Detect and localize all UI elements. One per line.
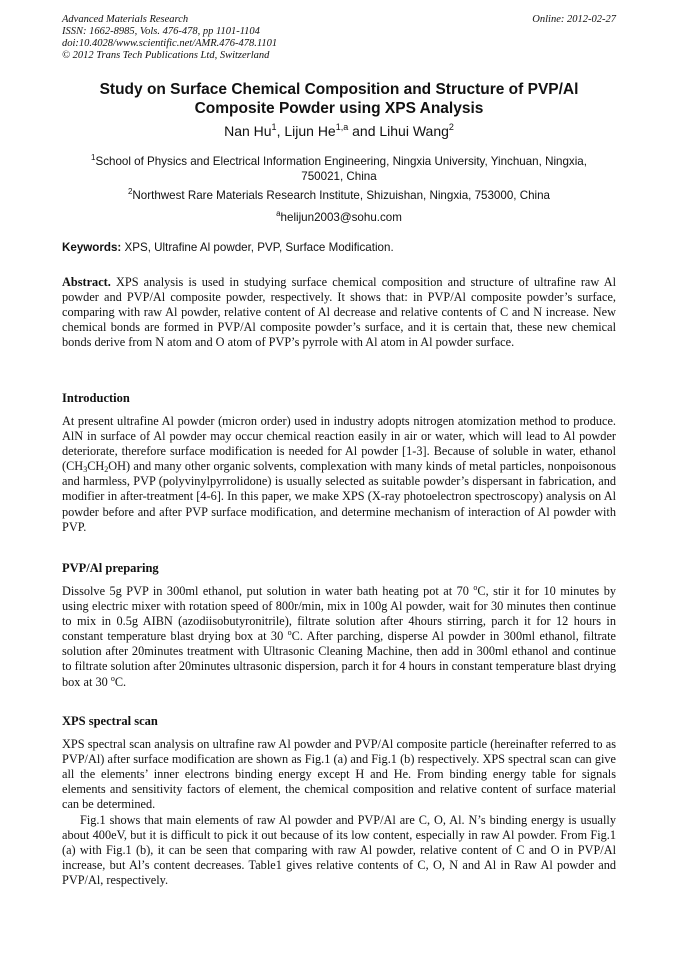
- prep-heading: PVP/Al preparing: [62, 561, 159, 575]
- prep-text-2: C, stir it for 10 minutes by using electric mixer with rotation speed of 800r/min, mix in 100g Al powder, wait for 30 minutes then continue to mix in 0.5g AIBN (azodiisobutyronitrile), filtrate solution after 4hours stirring, parch it for 12 hours in constant temperature blast drying box at 30: [62, 584, 616, 644]
- author-1-sup: 1: [271, 122, 277, 132]
- affiliation-1-sup: 1: [91, 153, 96, 162]
- copyright-line: © 2012 Trans Tech Publications Ltd, Switzerland: [62, 50, 270, 61]
- prep-text-1: Dissolve 5g PVP in 300ml ethanol, put solution in water bath heating pot at 70: [62, 584, 474, 598]
- issn-line: ISSN: 1662-8985, Vols. 476-478, pp 1101-1104: [62, 26, 260, 37]
- abstract: [62, 275, 616, 350]
- author-1: Nan Hu: [224, 123, 272, 139]
- abstract-text: XPS analysis is used in studying surface chemical composition and structure of ultrafine raw Al powder and PVP/Al composite powder, respectively. It shows that: in PVP/Al composite powder’s surface, comparing with raw Al powder, relative content of Al decrease and relative contents of C and N increase. New chemical bonds are formed in PVP/Al composite powder’s surface, and it is certain that, these new chemical bonds derive from N atom and O atom of PVP’s pyrrole with Al atom in Al powder surface.: [62, 275, 616, 350]
- author-sep-1: ,: [276, 123, 285, 139]
- xps-heading: XPS spectral scan: [62, 714, 158, 728]
- abstract-label: Abstract.: [62, 275, 111, 289]
- affiliation-1-line-2: 750021, China: [301, 170, 377, 183]
- doi-line: doi:10.4028/www.scientific.net/AMR.476-478.1101: [62, 38, 278, 49]
- degree-mark-3: o: [110, 673, 115, 683]
- affiliation-1: [62, 150, 616, 184]
- email-text: helijun2003@sohu.com: [280, 211, 402, 224]
- affiliation-2-sup: 2: [127, 187, 133, 196]
- affiliation-2: [62, 184, 616, 203]
- intro-text-2: CH: [87, 459, 105, 474]
- intro-text-1: At present ultrafine Al powder (micron order) used in industry adopts nitrogen atomization method to produce. AlN in surface of Al powder may occur chemical reaction easily in air or water, which will lead to Al powder deteriorate, therefore surface modification is needed for Al powder [1-3]. Because of soluble in water, ethanol (CH: [62, 414, 616, 474]
- title-line-2: Composite Powder using XPS Analysis: [194, 100, 484, 117]
- keywords: [62, 241, 616, 254]
- author-2-sup: 1,a: [335, 122, 349, 132]
- prep-text-3: C. After parching, disperse Al powder in 300ml ethanol, filtrate solution after 20minutes treatment with Ultrasonic Cleaning Machine, then add in 300ml ethanol and continue to filtrate solution after 20minutes ultrasonic dispersion, parch it for 4 hours in constant temperature blast drying box at 30: [62, 629, 616, 689]
- author-3: Lihui Wang: [379, 123, 449, 139]
- paper-title: [62, 80, 616, 118]
- email-sup: a: [276, 209, 281, 218]
- xps-paragraph-1: XPS spectral scan analysis on ultrafine raw Al powder and PVP/Al composite particle (hereinafter referred to as PVP/Al) after surface modification are shown as Fig.1 (a) and Fig.1 (b) respectively. XPS spectral scan can give all the elements’ inner electrons binding energy except H and He. From binding energy table for signals elements and sensitivity factors of element, the chemical composition and relative content of surface material can be determined.: [62, 737, 616, 812]
- affiliation-1-line-1: School of Physics and Electrical Information Engineering, Ningxia University, Yinchuan, Ningxia,: [95, 155, 587, 168]
- journal-name: Advanced Materials Research: [62, 14, 189, 25]
- title-line-1: Study on Surface Chemical Composition and Structure of PVP/Al: [99, 81, 579, 98]
- keywords-text: XPS, Ultrafine Al powder, PVP, Surface Modification.: [121, 241, 394, 254]
- author-sep-2: and: [348, 123, 380, 139]
- xps-paragraph-2: Fig.1 shows that main elements of raw Al powder and PVP/Al are C, O, Al. N’s binding energy is usually about 400eV, but it is difficult to pick it out because of its low content, especially in raw Al powder. From Fig.1 (a) with Fig.1 (b), it can be seen that comparing with raw Al powder, relative content of C and O in PVP/Al increase, but Al’s content decreases. Table1 gives relative contents of C, O, N and Al in Raw Al powder and PVP/Al, respectively.: [62, 813, 616, 888]
- author-2: Lijun He: [284, 123, 336, 139]
- intro-sub-2: 2: [104, 465, 109, 475]
- intro-paragraph: [62, 414, 616, 535]
- keywords-label: Keywords:: [62, 241, 122, 254]
- prep-paragraph: [62, 584, 616, 690]
- author-list: [62, 122, 616, 139]
- intro-sub-1: 3: [83, 465, 88, 475]
- degree-mark-2: o: [287, 628, 292, 638]
- intro-heading: Introduction: [62, 391, 130, 405]
- prep-text-4: C.: [114, 674, 127, 689]
- affiliation-2-text: Northwest Rare Materials Research Institute, Shizuishan, Ningxia, 753000, China: [132, 189, 551, 202]
- email: [62, 206, 616, 225]
- online-date: Online: 2012-02-27: [532, 14, 616, 25]
- author-3-sup: 2: [448, 122, 454, 132]
- degree-mark-1: o: [473, 583, 478, 592]
- intro-text-3: OH) and many other organic solvents, complexation with many kinds of metal particles, nonpoisonous and harmless, PVP (polyvinylpyrrolidone) is usually selected as suitable powder’s dispersant in fabrication, and modifier in after-treatment [4-6]. In this paper, we make XPS (X-ray photoelectron spectroscopy) analysis on Al powder before and after PVP surface modification, and determine mechanism of interaction of Al powder with PVP.: [62, 459, 616, 534]
